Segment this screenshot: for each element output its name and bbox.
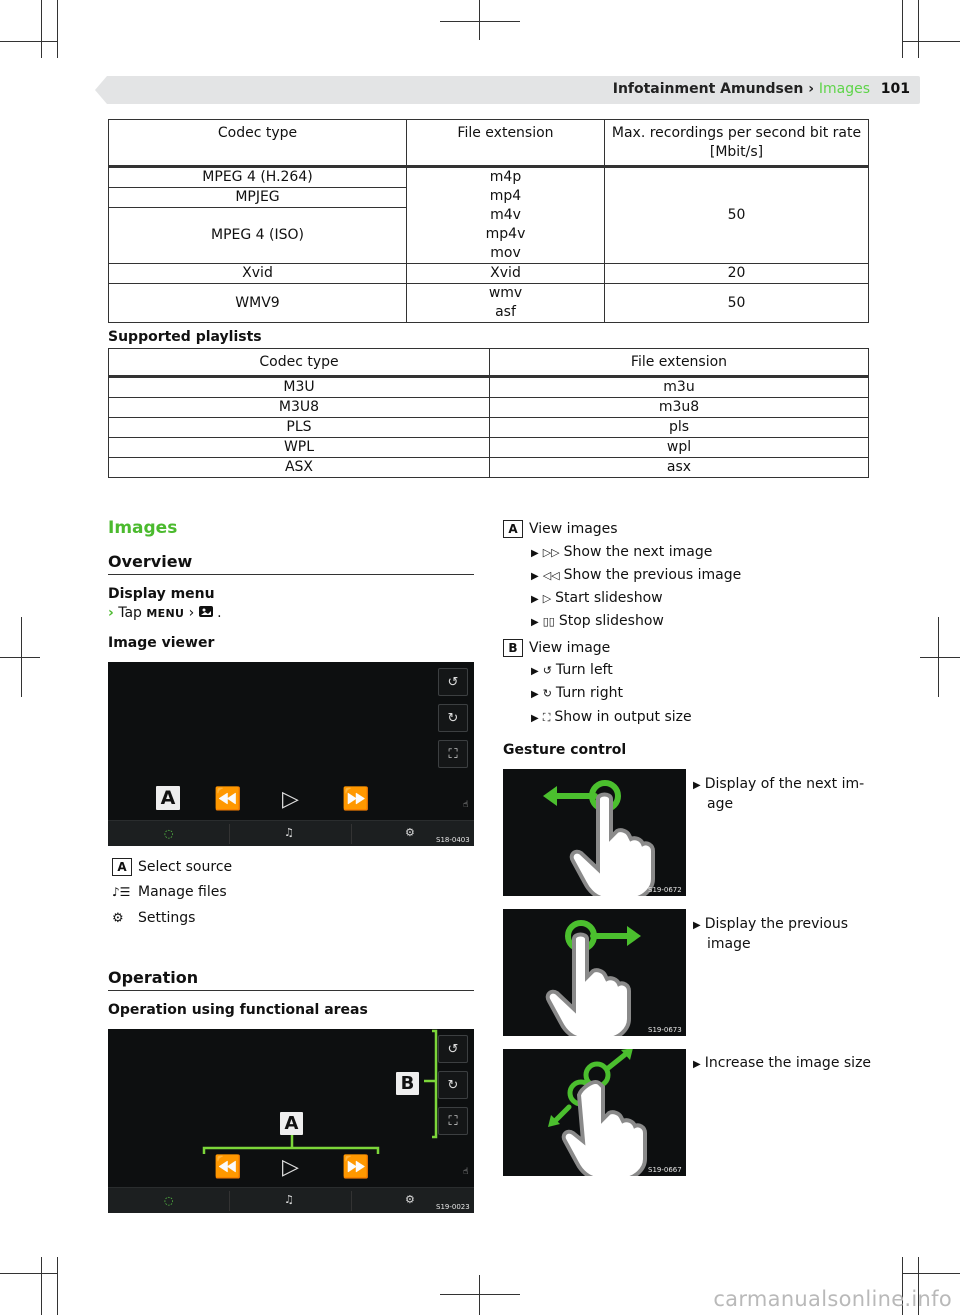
table-header-row [109,120,869,167]
tap-prefix: Tap [118,605,142,621]
table-header: Codec type [109,349,490,377]
play-icon: ▷ [542,592,552,605]
gesture-swipe-right-image [503,909,686,1036]
header-section: Images [818,81,870,97]
callout-a: A [280,1112,303,1135]
gear-icon: ⚙ [112,911,124,926]
music-list-icon: ♫ [284,826,294,839]
table-cell: M3U [109,377,490,398]
bottom-bar [108,820,474,846]
display-menu-label: Display menu [108,586,215,602]
section-heading-overview: Overview [108,552,474,575]
table-cell: asx [490,458,869,478]
header-chevron: › [808,81,814,97]
menu-key: MENU [146,607,185,620]
callout-a-badge: A [112,858,132,876]
list-item: ▶ ↺ Turn left [531,662,613,678]
table-header: File extension [407,120,605,167]
list-item: ▶ ▷▷ Show the next image [531,544,713,560]
table-cell: MPEG 4 (ISO) [109,208,407,264]
rotate-left-icon: ↺ [438,668,468,696]
rotate-right-icon: ↻ [542,687,552,700]
legend-select-source [112,858,232,876]
watermark: carmanualsonline.info [713,1287,952,1311]
playlists-title: Supported playlists [108,329,262,345]
section-heading-operation: Operation [108,968,474,991]
callout-a: A [156,786,180,810]
list-item-text: Show in output size [554,709,692,725]
fit-size-icon: ⛶ [438,1107,468,1135]
table-cell: Xvid [109,264,407,284]
list-item-text: Show the next image [563,544,713,560]
music-list-icon: ♫ [284,1193,294,1206]
page-number: 101 [880,81,910,97]
legend-settings [112,910,195,926]
extension: mov [490,245,521,261]
table-cell: MPEG 4 (H.264) [109,167,407,188]
table-row [109,398,869,418]
source-icon: ◌ [164,1194,174,1207]
gesture-text: Increase the image size [704,1055,872,1071]
table-row [109,377,869,398]
hand-swipe-left-icon [503,769,686,896]
next-icon: ▷▷ [542,546,560,559]
callout-a-badge: A [503,520,523,538]
gesture-text: Display the previous [704,916,849,932]
legend-text: Manage files [138,884,227,900]
table-row [109,418,869,438]
figure-code: S19-0667 [648,1166,682,1174]
tap-sep: › [188,605,195,621]
table-row [109,167,869,188]
operation-sub-label: Operation using functional areas [108,1002,368,1018]
codec-table [108,119,869,323]
gesture-description: ▶ Display the previous image [693,916,849,952]
table-cell: WMV9 [109,284,407,323]
list-item: ▶ ▯▯ Stop slideshow [531,613,664,629]
table-row [109,284,869,323]
callout-b: B [396,1072,419,1095]
gesture-text: image [707,936,751,952]
table-cell: 50 [605,284,869,323]
table-cell-extensions [407,167,605,264]
table-cell: 50 [605,167,869,264]
bottom-bar [108,1187,474,1213]
callout-b-badge: B [503,639,523,657]
list-item: ▶ ◁◁ Show the previous image [531,567,742,583]
music-list-icon: ♪☰ [112,885,131,899]
table-cell: wpl [490,438,869,458]
image-viewer-label: Image viewer [108,635,215,651]
table-cell: m3u [490,377,869,398]
extension: mp4 [489,188,522,204]
table-cell: MPJEG [109,188,407,208]
rotate-left-icon: ↺ [542,664,552,677]
list-item-text: Show the previous image [563,567,742,583]
extension: m4p [489,169,522,185]
gesture-swipe-left-image [503,769,686,896]
table-header: File extension [490,349,869,377]
figure-code: S19-0023 [436,1203,470,1211]
rotate-left-icon: ↺ [438,1035,468,1063]
gesture-description: ▶ Display of the next im- age [693,776,865,812]
table-cell: WPL [109,438,490,458]
list-item-text: Stop slideshow [558,613,664,629]
tap-end: . [217,605,222,621]
chevron-icon: › [108,605,114,621]
gesture-text: Display of the next im- [704,776,865,792]
playlist-table [108,348,869,478]
list-item: ▶ ▷ Start slideshow [531,590,663,606]
page-header [107,76,920,104]
rotate-right-icon: ↻ [438,704,468,732]
table-row [109,458,869,478]
header-book: Infotainment Amundsen [612,81,804,97]
hand-swipe-right-icon [503,909,686,1036]
play-icon: ▷ [282,1155,299,1180]
header-breadcrumb [613,81,870,97]
gear-icon: ⚙ [405,826,415,839]
list-item-text: Turn left [555,662,613,678]
section-heading-images: Images [108,518,178,538]
source-icon: ◌ [164,827,174,840]
tap-instruction [108,605,222,621]
extension: asf [495,304,516,320]
previous-icon: ⏪ [214,787,242,812]
table-cell [407,284,605,323]
legend-text: Settings [138,910,196,926]
hand-pinch-zoom-icon [503,1049,686,1176]
table-cell: ASX [109,458,490,478]
extension: mp4v [485,226,526,242]
gesture-pinch-zoom-image [503,1049,686,1176]
view-images-title [503,520,618,538]
hand-icon: ☝ [463,800,469,810]
extension: wmv [488,285,523,301]
hand-icon: ☝ [463,1167,469,1177]
legend-text: Select source [138,859,233,875]
rotate-right-icon: ↻ [438,1071,468,1099]
fit-size-icon: ⛶ [438,740,468,768]
table-cell: PLS [109,418,490,438]
extension: m4v [490,207,521,223]
functional-areas-screenshot [108,1029,474,1213]
table-cell: Xvid [407,264,605,284]
view-image-title [503,639,610,657]
list-item: ▶ ⛶ Show in output size [531,709,692,725]
fit-size-icon: ⛶ [542,711,551,724]
previous-icon: ⏪ [214,1155,242,1180]
figure-code: S19-0673 [648,1026,682,1034]
image-icon [199,605,217,621]
table-cell: 20 [605,264,869,284]
view-images-label: View images [529,521,618,537]
gesture-text: age [707,796,734,812]
table-row [109,264,869,284]
table-cell: pls [490,418,869,438]
next-icon: ⏩ [342,1155,370,1180]
table-header: Max. recordings per second bit rate [Mbit/s] [605,120,869,167]
play-icon: ▷ [282,787,299,812]
previous-icon: ◁◁ [542,569,560,582]
gesture-description: ▶ Increase the image size [693,1055,872,1071]
table-header: Codec type [109,120,407,167]
gesture-control-heading: Gesture control [503,742,627,758]
list-item-text: Start slideshow [555,590,663,606]
legend-manage-files [112,884,227,900]
list-item: ▶ ↻ Turn right [531,685,623,701]
view-image-label: View image [529,640,611,656]
table-row [109,438,869,458]
next-icon: ⏩ [342,787,370,812]
image-viewer-screenshot [108,662,474,846]
gear-icon: ⚙ [405,1193,415,1206]
figure-code: S19-0672 [648,886,682,894]
table-header-row [109,349,869,377]
list-item-text: Turn right [555,685,623,701]
table-cell: M3U8 [109,398,490,418]
table-cell: m3u8 [490,398,869,418]
figure-code: S18-0403 [436,836,470,844]
pause-icon: ▯▯ [542,615,555,628]
